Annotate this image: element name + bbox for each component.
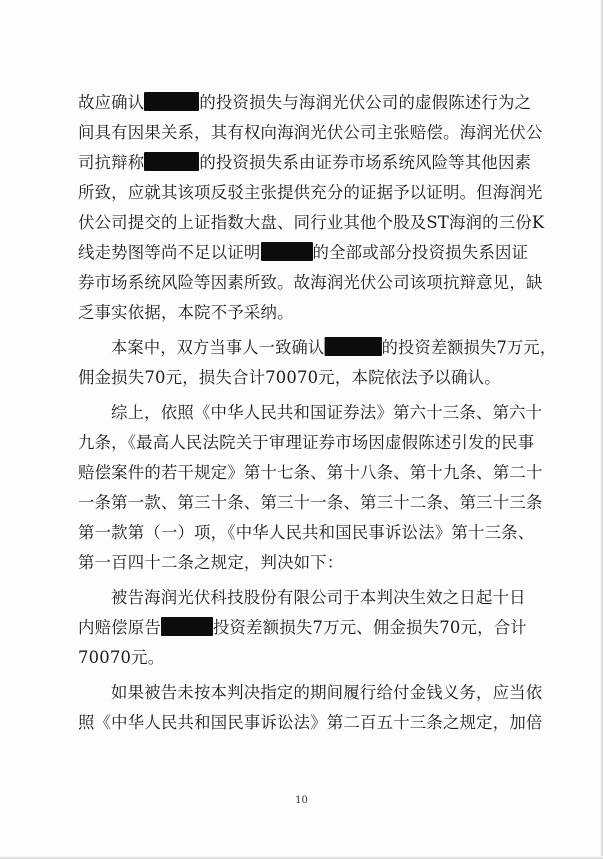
redaction-box — [161, 617, 213, 636]
text-segment: 线走势图等尚不足以证明 — [78, 243, 261, 262]
text-segment: 的投资差额损失7万元， — [381, 338, 557, 357]
text-segment: 综上，依照《中华人民共和国证券法》第六十三条、第六十 — [111, 403, 543, 422]
text-segment: 70070元。 — [78, 648, 165, 667]
text-line-8 — [78, 298, 556, 328]
text-line-16 — [78, 548, 556, 578]
redaction-box — [324, 337, 381, 356]
text-segment: 第一款第（一）项，《中华人民共和国民事诉讼法》第十三条、 — [78, 523, 535, 542]
text-line-10 — [78, 363, 556, 393]
text-segment: 券市场系统风险等因素所致。故海润光伏公司该项抗辩意见，缺 — [78, 273, 543, 292]
text-line-11 — [111, 398, 556, 428]
text-line-6 — [78, 238, 556, 268]
text-segment: 所致，应就其该项反驳主张提供充分的证据予以证明。但海润光 — [78, 183, 543, 202]
text-line-2 — [78, 118, 556, 148]
text-segment: 的投资损失系由证券市场系统风险等其他因素 — [199, 153, 532, 172]
page-number: 10 — [295, 795, 308, 806]
redaction-box — [144, 152, 199, 171]
text-line-12 — [78, 428, 556, 458]
text-segment: 乏事实依据，本院不予采纳。 — [78, 303, 294, 322]
text-segment: 的投资损失与海润光伏公司的虚假陈述行为之 — [199, 93, 532, 112]
text-segment: 赔偿案件的若干规定》第十七条、第十八条、第十九条、第二十 — [78, 463, 543, 482]
text-line-21 — [78, 708, 556, 738]
text-line-4 — [78, 178, 556, 208]
text-segment: 内赔偿原告 — [78, 618, 161, 637]
text-line-20 — [111, 678, 556, 708]
text-segment: 被告海润光伏科技股份有限公司于本判决生效之日起十日 — [111, 588, 526, 607]
text-line-19 — [78, 643, 556, 673]
redaction-box — [261, 242, 313, 261]
text-line-15 — [78, 518, 556, 548]
text-segment: 投资差额损失7万元、佣金损失70元，合计 — [212, 618, 527, 637]
text-segment: 如果被告未按本判决指定的期间履行给付金钱义务，应当依 — [111, 683, 543, 702]
text-line-1 — [78, 88, 556, 118]
text-segment: 本案中，双方当事人一致确认 — [111, 338, 325, 357]
text-line-17 — [111, 583, 556, 613]
text-segment: 照《中华人民共和国民事诉讼法》第二百五十三条之规定，加倍 — [78, 713, 543, 732]
text-segment: 间具有因果关系，其有权向海润光伏公司主张赔偿。海润光伏公 — [78, 123, 543, 142]
text-line-7 — [78, 268, 556, 298]
text-line-3 — [78, 148, 556, 178]
text-segment: 伏公司提交的上证指数大盘、同行业其他个股及ST海润的三份K — [78, 213, 545, 232]
text-line-13 — [78, 458, 556, 488]
text-segment: 第一百四十二条之规定，判决如下： — [78, 553, 344, 572]
text-segment: 故应确认 — [78, 93, 145, 112]
redaction-box — [144, 92, 199, 111]
text-segment: 的全部或部分投资损失系因证 — [312, 243, 529, 262]
text-line-9 — [111, 333, 557, 363]
text-segment: 九条，《最高人民法院关于审理证券市场因虚假陈述引发的民事 — [78, 433, 535, 452]
text-line-14 — [78, 488, 556, 518]
text-line-5 — [78, 208, 556, 238]
text-line-18 — [78, 613, 556, 643]
text-segment: 司抗辩称 — [78, 153, 145, 172]
text-segment: 一条第一款、第三十条、第三十一条、第三十二条、第三十三条 — [78, 493, 543, 512]
text-segment: 佣金损失70元，损失合计70070元，本院依法予以确认。 — [78, 368, 501, 387]
